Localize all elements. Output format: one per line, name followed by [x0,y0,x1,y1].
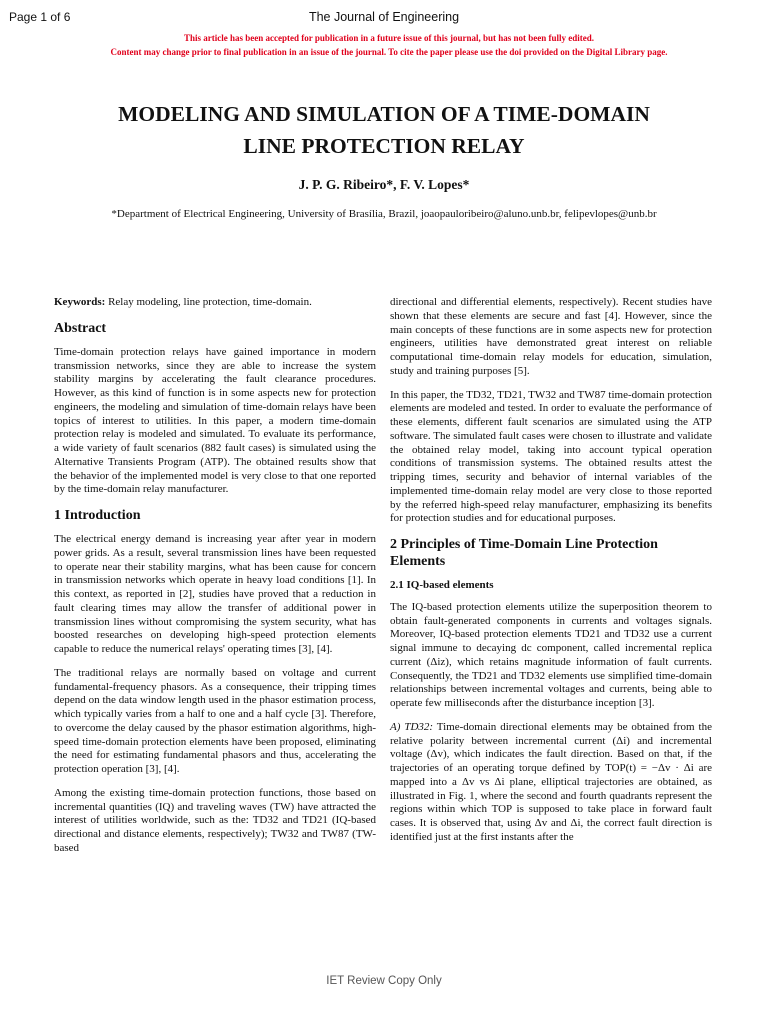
keywords-text: Relay modeling, line protection, time-domain. [105,296,312,308]
page-number: Page 1 of 6 [9,10,71,24]
introduction-heading: 1 Introduction [54,508,141,523]
intro-paragraph-3: Among the existing time-domain protection functions, those based on incremental quantities (IQ) and traveling waves (TW) have attracted the interest of utilities worldwide, such as the: TD32 and TD21 (IQ-based directional and distance elements, respectively); TW32 and TW87 (TW-based [54,786,376,854]
right-paragraph-2: In this paper, the TD32, TD21, TW32 and TW87 time-domain protection elements are modeled and tested. In order to evaluate the performance of these elements, different fault scenarios are simulated using the ATP software. The simulated fault cases were chosen to illustrate and validate the obtained relay model, taking into account typical operation conditions of transmission systems. The obtained results attest the tripping times, security and behavior of internal variables of the implemented time-domain relay model are very close to those reported by the referred high-speed relay manufacturer, emphasizing its benefits for protection studies and for educational purposes. [390,388,712,525]
title-line-1: MODELING AND SIMULATION OF A TIME-DOMAIN [118,102,650,126]
subsection-2-1-heading: 2.1 IQ-based elements [390,579,494,591]
keywords-label: Keywords: [54,296,106,308]
right-paragraph-1: directional and differential elements, respectively). Recent studies have shown that these elements are secure and fast [4]. However, since the main concepts of these functions are in some aspects new for protection engineers, utilities have demonstrated great interest on reliable computational time-domain relay models for education, simulation, study and training purposes [5]. [390,296,712,377]
affiliation: *Department of Electrical Engineering, University of Brasília, Brazil, joaopauloribeiro@aluno.unb.br, felipevlopes@unb.br [111,208,657,220]
footer-text: IET Review Copy Only [326,975,442,987]
authors: J. P. G. Ribeiro*, F. V. Lopes* [298,177,470,192]
td32-paragraph [390,721,712,845]
journal-name: The Journal of Engineering [308,10,460,24]
title-line-2: LINE PROTECTION RELAY [243,134,525,158]
intro-paragraph-1: The electrical energy demand is increasing year after year in modern power grids. As a result, several transmission lines have been requested to operate near their stability margins, what has been cause for concern in transmission networks which operate in heavy load conditions [1]. In this context, as reported in [2], studies have proved that a reduction in fault clearing times may allow the transfer of additional power in transmission lines without compromising the system security, what has boosted researches on developing high-speed protection elements capable to reduce the numerical relays' operating times [3], [4]. [54,533,376,655]
left-column [54,296,376,866]
td32-text: Time-domain directional elements may be obtained from the relative polarity between incremental current (Δi) and incremental voltage (Δv), which indicates the fault direction. Based on that, if the trajectories of an operating torque defined by TOP(t) = −Δv · Δi are mapped into a Δv vs Δi plane, elliptical trajectories are obtained, as illustrated in Fig. 1, where the second and fourth quadrants represent the regions within which TOP is supposed to take place in forward fault cases. It is observed that, using Δv and Δi, the correct fault direction is identified just at the first instants after the [390,720,712,843]
notice-line-1: This article has been accepted for publication in a future issue of this journal, but has not been fully edited. [184,33,594,43]
section-2-heading: 2 Principles of Time-Domain Line Protection Elements [390,537,658,569]
publication-notice [0,31,768,59]
td32-label: A) TD32: [390,720,434,733]
abstract-heading: Abstract [54,320,107,336]
abstract-text: Time-domain protection relays have gained importance in modern transmission networks, since they are able to increase the system stability margins by accelerating the fault clearance procedures. However, as this kind of function is in some aspects new for protection engineers, the modeling and simulation of time-domain relays have been topics of interest to utilities. In this paper, a modern time-domain protection relay is modeled and simulated. To evaluate its performance, a wide variety of fault scenarios (882 fault cases) is simulated using the Alternative Transients Program (ATP). The obtained results show that the behavior of the implemented model is very close to that one reported by the time-domain relay manufacturer. [54,345,376,496]
intro-paragraph-2: The traditional relays are normally based on voltage and current fundamental-frequency phasors. As a consequence, their tripping times depend on the data window length used in the phasor estimation process, which typically varies from a half to one and a half cycle [3]. Therefore, to overcome the delay caused by the phasor estimation algorithms, high-speed time-domain protection elements have been proposed, eliminating the need for estimating fundamental phasors and thus, accelerating the protection operation [3], [4]. [54,666,376,775]
paper-title [0,98,768,162]
keywords [54,296,376,310]
right-column [390,296,712,855]
notice-line-2: Content may change prior to final publication in an issue of the journal. To cite the paper please use the doi provided on the Digital Library page. [110,47,668,57]
subsection-2-1-paragraph: The IQ-based protection elements utilize the superposition theorem to obtain fault-generated components in currents and voltages signals. Moreover, IQ-based protection elements TD21 and TD32 use a current signal immune to decaying dc component, called incremental replica current (Δiz), which retains magnitude information of fault currents. Consequently, the TD21 and TD32 elements use simplified time-domain relationships between incremental voltages and currents, being able to operate few milliseconds after the disturbance inception [3]. [390,600,712,709]
